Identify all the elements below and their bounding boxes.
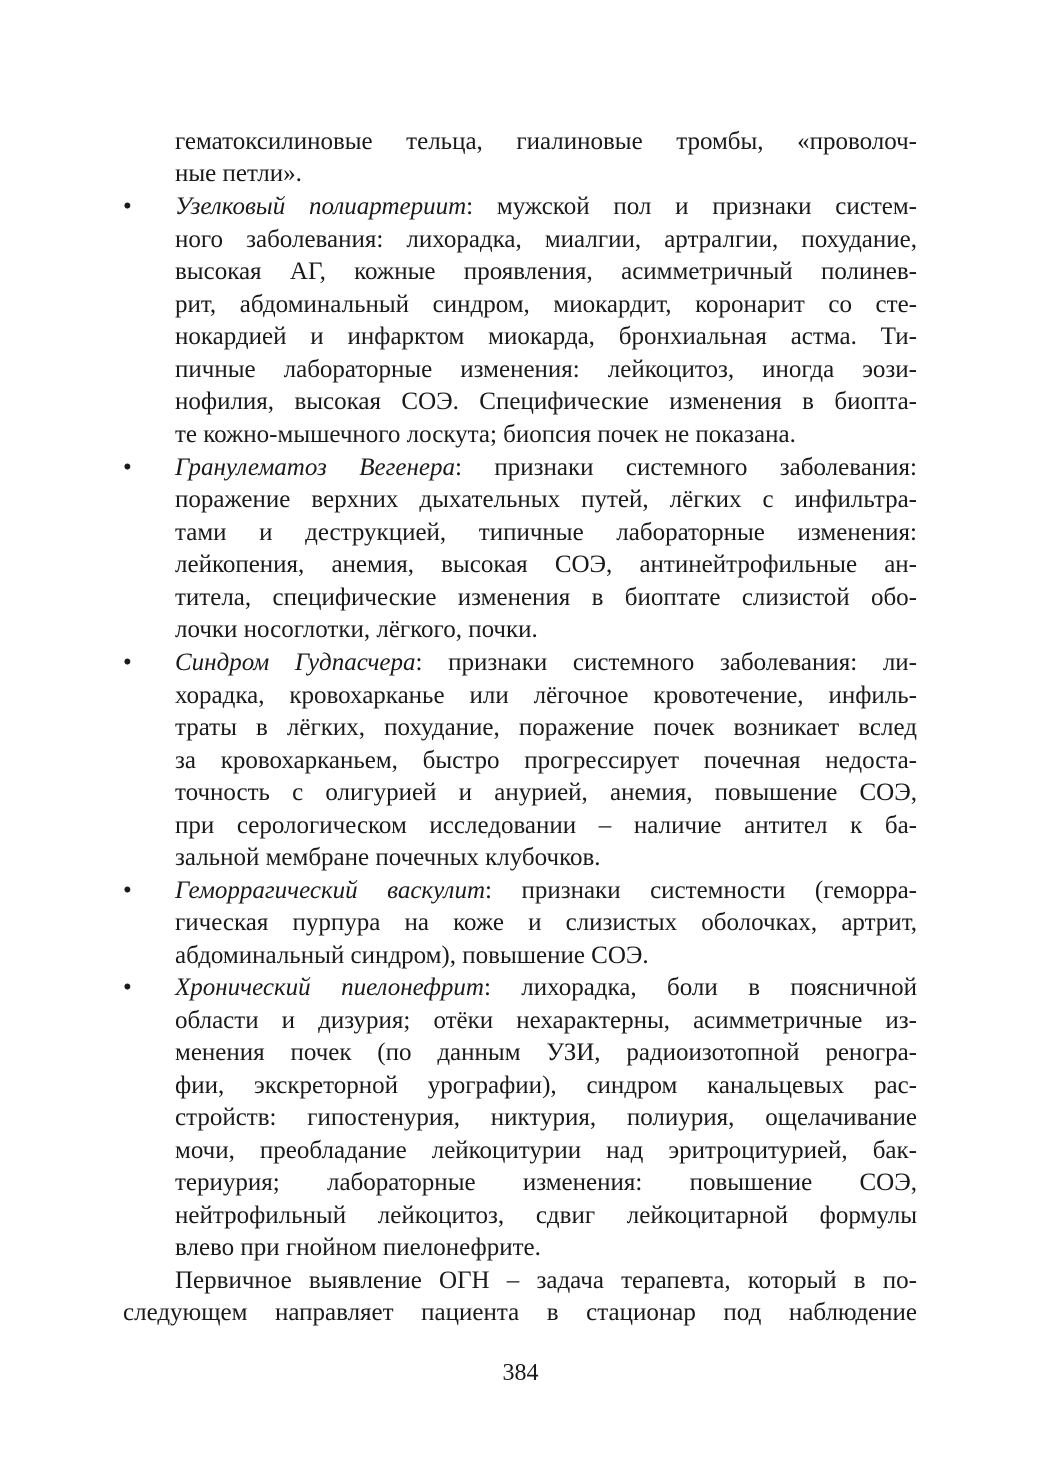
list-item-line: поражение верхних дыхательных путей, лёгких с инфильтра- bbox=[175, 486, 917, 513]
list-item-line: при серологическом исследовании – наличие антител к ба- bbox=[175, 812, 917, 839]
paragraph-line: следующем направляет пациента в стационар под наблюдение bbox=[123, 1299, 917, 1326]
page-number: 384 bbox=[502, 1360, 539, 1386]
list-item-line: лейкопения, анемия, высокая СОЭ, антинейтрофильные ан- bbox=[175, 551, 917, 578]
bullet-marker: • bbox=[123, 454, 132, 481]
bullet-marker: • bbox=[123, 974, 132, 1001]
list-item-line: ного заболевания: лихорадка, миалгии, артралгии, похудание, bbox=[175, 226, 917, 253]
item-text: : признаки системности (геморра- bbox=[485, 877, 917, 904]
list-item-line: лочки носоглотки, лёгкого, почки. bbox=[175, 616, 538, 643]
list-item-line: мочи, преобладание лейкоцитурии над эритроцитурией, бак- bbox=[175, 1137, 917, 1164]
list-item-line: за кровохарканьем, быстро прогрессирует почечная недоста- bbox=[175, 747, 917, 774]
list-item-first-line bbox=[175, 191, 917, 224]
list-item-line: рит, абдоминальный синдром, миокардит, коронарит со сте- bbox=[175, 291, 917, 318]
list-item-line: те кожно-мышечного лоскута; биопсия почек не показана. bbox=[175, 421, 796, 448]
item-term: Геморрагический васкулит bbox=[175, 877, 485, 904]
list-item-line: тами и деструкцией, типичные лабораторные изменения: bbox=[175, 519, 917, 546]
list-item-first-line bbox=[175, 875, 917, 908]
item-term: Синдром Гудпасчера bbox=[175, 649, 416, 676]
list-item-first-line bbox=[175, 972, 917, 1005]
bullet-marker: • bbox=[123, 649, 132, 676]
list-item-line: нокардией и инфарктом миокарда, бронхиальная астма. Ти- bbox=[175, 323, 917, 350]
list-item-line: траты в лёгких, похудание, поражение почек возникает вслед bbox=[175, 714, 917, 741]
item-text: : признаки системного заболевания: ли- bbox=[415, 649, 918, 676]
list-item-line: высокая АГ, кожные проявления, асимметричный полинев- bbox=[175, 258, 917, 285]
list-item-line: точность с олигурией и анурией, анемия, повышение СОЭ, bbox=[175, 779, 917, 806]
item-text: : лихорадка, боли в поясничной bbox=[483, 974, 918, 1001]
item-term: Хронический пиелонефрит bbox=[175, 974, 484, 1001]
list-item-line: абдоминальный синдром), повышение СОЭ. bbox=[175, 942, 649, 969]
intro-line-1: гематоксилиновые тельца, гиалиновые тромбы, «проволоч- bbox=[175, 128, 917, 155]
list-item-line: хорадка, кровохарканье или лёгочное кровотечение, инфиль- bbox=[175, 682, 917, 709]
bullet-marker: • bbox=[123, 193, 132, 220]
item-term: Узелковый полиартериит bbox=[175, 193, 467, 220]
list-item-first-line bbox=[175, 452, 917, 485]
list-item-line: нейтрофильный лейкоцитоз, сдвиг лейкоцитарной формулы bbox=[175, 1202, 917, 1229]
item-text: : признаки системного заболевания: bbox=[454, 454, 917, 481]
paragraph-first-line: Первичное выявление ОГН – задача терапевта, который в по- bbox=[175, 1267, 917, 1294]
list-item-line: менения почек (по данным УЗИ, радиоизотопной реногра- bbox=[175, 1039, 917, 1066]
list-item-line: стройств: гипостенурия, никтурия, полиурия, ощелачивание bbox=[175, 1104, 917, 1131]
list-item-line: пичные лабораторные изменения: лейкоцитоз, иногда эози- bbox=[175, 356, 917, 383]
list-item-line: зальной мембране почечных клубочков. bbox=[175, 844, 601, 871]
item-text: : мужской пол и признаки систем- bbox=[466, 193, 917, 220]
list-item-line: териурия; лабораторные изменения: повышение СОЭ, bbox=[175, 1169, 917, 1196]
list-item-first-line bbox=[175, 647, 917, 680]
list-item-line: нофилия, высокая СОЭ. Специфические изменения в биопта- bbox=[175, 388, 917, 415]
list-item-line: фии, экскреторной урографии), синдром канальцевых рас- bbox=[175, 1072, 917, 1099]
list-item-line: влево при гнойном пиелонефрите. bbox=[175, 1234, 541, 1261]
bullet-marker: • bbox=[123, 877, 132, 904]
list-item-line: титела, специфические изменения в биоптате слизистой обо- bbox=[175, 584, 917, 611]
intro-line-2: ные петли». bbox=[175, 160, 302, 187]
list-item-line: области и дизурия; отёки нехарактерны, асимметричные из- bbox=[175, 1007, 917, 1034]
list-item-line: гическая пурпура на коже и слизистых оболочках, артрит, bbox=[175, 909, 917, 936]
item-term: Гранулематоз Вегенера bbox=[175, 454, 455, 481]
